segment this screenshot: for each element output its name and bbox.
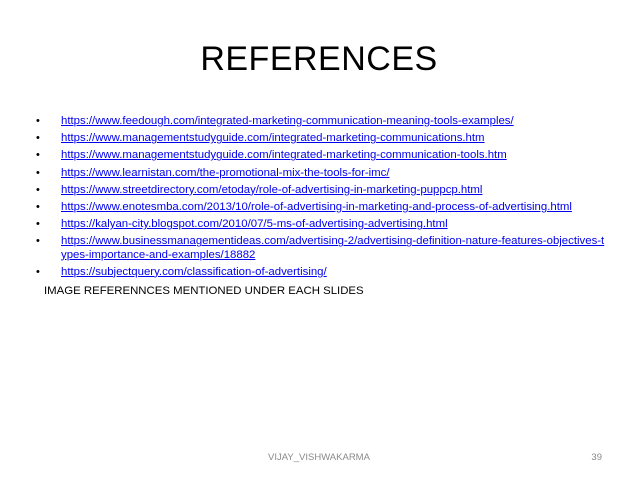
image-references-note: IMAGE REFERENNCES MENTIONED UNDER EACH SLIDES	[44, 285, 364, 297]
reference-link[interactable]: https://www.managementstudyguide.com/integrated-marketing-communications.htm	[61, 132, 485, 145]
list-item	[36, 184, 606, 197]
reference-link[interactable]: https://www.streetdirectory.com/etoday/role-of-advertising-in-marketing-puppcp.html	[61, 183, 483, 196]
bullet-icon: •	[36, 183, 40, 196]
list-item	[36, 132, 606, 145]
reference-link[interactable]: https://www.managementstudyguide.com/integrated-marketing-communication-tools.htm	[61, 149, 507, 162]
bullet-icon: •	[36, 115, 40, 127]
footer-author: VIJAY_VISHWAKARMA	[268, 452, 370, 463]
reference-link[interactable]: https://www.enotesmba.com/2013/10/role-of-advertising-in-marketing-and-process-of-advertising.html	[61, 201, 572, 214]
list-item	[36, 149, 606, 162]
reference-list	[36, 115, 606, 283]
list-item	[36, 266, 606, 279]
list-item	[36, 115, 606, 128]
reference-link[interactable]: https://www.learnistan.com/the-promotional-mix-the-tools-for-imc/	[61, 166, 390, 179]
bullet-icon: •	[36, 132, 40, 145]
reference-link[interactable]: https://www.feedough.com/integrated-marketing-communication-meaning-tools-examples/	[61, 115, 514, 127]
reference-link[interactable]: https://kalyan-city.blogspot.com/2010/07/5-ms-of-advertising-advertising.html	[61, 218, 448, 231]
reference-link[interactable]: https://www.businessmanagementideas.com/advertising-2/advertising-definition-nature-features-objectives-types-importance-and-examples/18882	[61, 235, 605, 261]
slide-title: REFERENCES	[200, 40, 438, 78]
bullet-icon: •	[36, 166, 40, 179]
list-item	[36, 235, 606, 261]
page-number: 39	[591, 452, 602, 463]
list-item	[36, 201, 606, 214]
bullet-icon: •	[36, 149, 40, 162]
list-item	[36, 218, 606, 231]
bullet-icon: •	[36, 201, 40, 214]
bullet-icon: •	[36, 235, 40, 248]
bullet-icon: •	[36, 218, 40, 231]
list-item	[36, 167, 606, 180]
reference-link[interactable]: https://subjectquery.com/classification-of-advertising/	[61, 265, 327, 278]
bullet-icon: •	[36, 265, 40, 278]
